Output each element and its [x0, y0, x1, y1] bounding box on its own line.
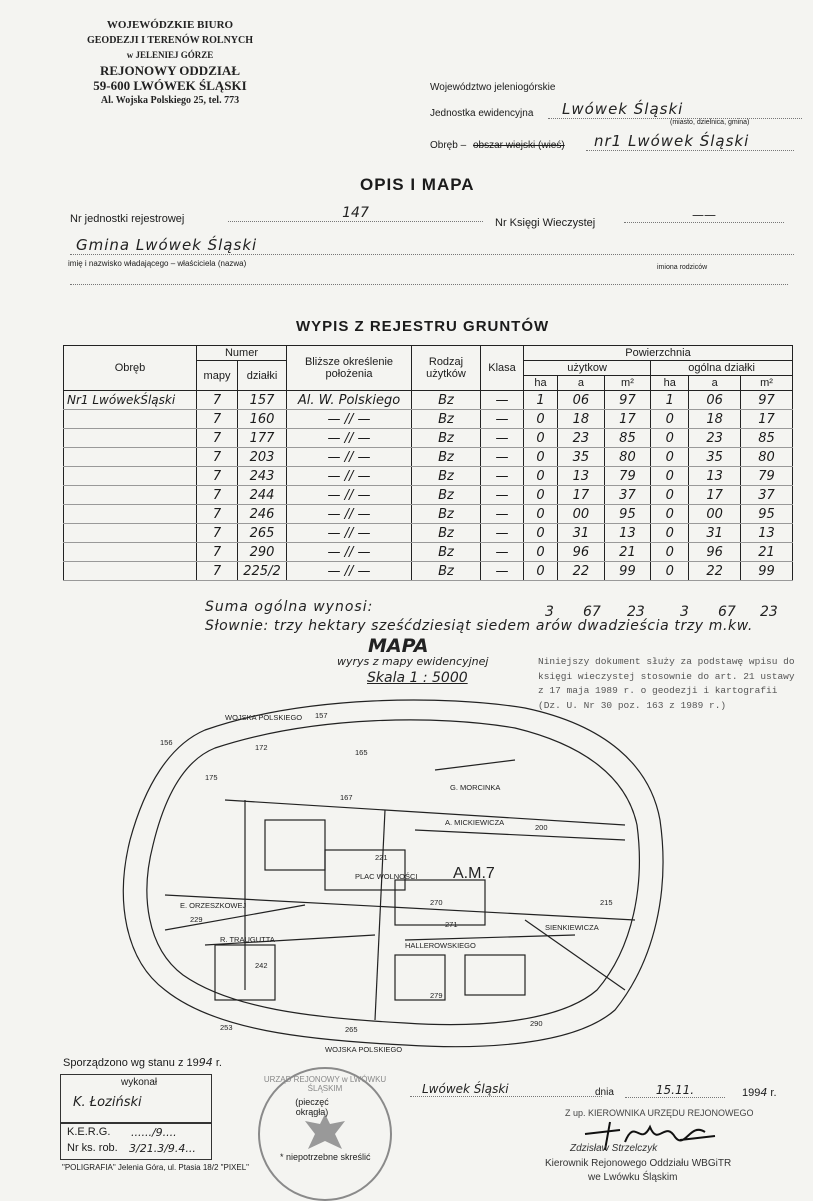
cell-klasa: — — [481, 486, 524, 505]
nrks-label: Nr ks. rob. — [67, 1142, 118, 1154]
map-parcel: 290 — [530, 1019, 543, 1028]
kw-label: Nr Księgi Wieczystej — [495, 217, 596, 229]
th-ha: ha — [524, 376, 558, 391]
cell-u-m: 17 — [604, 410, 651, 429]
cell-dzialki: 246 — [238, 505, 287, 524]
map-subtitle: wyrys z mapy ewidencyjnej — [337, 655, 489, 668]
cell-klasa: — — [481, 543, 524, 562]
cell-obreb — [64, 410, 197, 429]
cell-mapy: 7 — [197, 391, 238, 410]
stamp-line: GEODEZJI I TERENÓW ROLNYCH — [86, 35, 254, 46]
sporzadzono-label: Sporządzono wg stanu z 19 — [63, 1057, 199, 1069]
cell-klasa: — — [481, 410, 524, 429]
cell-o-m: 13 — [741, 524, 793, 543]
sum-u-m: 23 — [627, 604, 645, 620]
cell-u-ha: 0 — [524, 448, 558, 467]
table-row — [64, 410, 793, 429]
sum-words: Słownie: trzy hektary sześćdziesiąt siedem arów dwadzieścia trzy m.kw. — [205, 618, 753, 634]
jednostka-label: Jednostka ewidencyjna — [430, 108, 534, 119]
sum-o-ha: 3 — [680, 604, 689, 620]
table-row — [64, 486, 793, 505]
cell-o-ha: 0 — [651, 410, 689, 429]
cell-mapy: 7 — [197, 410, 238, 429]
cell-u-m: 37 — [604, 486, 651, 505]
cell-klasa: — — [481, 467, 524, 486]
cell-klasa: — — [481, 562, 524, 581]
cell-o-m: 79 — [741, 467, 793, 486]
signer-line4: we Lwówku Śląskim — [588, 1172, 678, 1183]
table-row — [64, 524, 793, 543]
cell-obreb — [64, 543, 197, 562]
cell-o-m: 17 — [741, 410, 793, 429]
cell-klasa: — — [481, 448, 524, 467]
sporzadzono — [63, 1056, 222, 1069]
sum-o-m: 23 — [760, 604, 778, 620]
th-a: a — [558, 376, 605, 391]
map-block — [265, 820, 325, 870]
cell-dzialki: 244 — [238, 486, 287, 505]
cell-u-ha: 0 — [524, 562, 558, 581]
cell-o-ha: 0 — [651, 562, 689, 581]
cell-o-m: 80 — [741, 448, 793, 467]
th-klasa: Klasa — [481, 346, 524, 391]
cell-o-ha: 0 — [651, 448, 689, 467]
cell-rodzaj: Bz — [412, 543, 481, 562]
cell-o-m: 21 — [741, 543, 793, 562]
kerg-value: ....../9.... — [131, 1126, 177, 1139]
table-row — [64, 391, 793, 410]
cell-rodzaj: Bz — [412, 391, 481, 410]
kerg-label: K.E.R.G. — [67, 1126, 111, 1138]
sporzadzono-suffix: r. — [215, 1057, 222, 1069]
cell-o-m: 99 — [741, 562, 793, 581]
map-parcel: 221 — [375, 853, 388, 862]
cell-mapy: 7 — [197, 486, 238, 505]
map-scale: Skala 1 : 5000 — [367, 670, 468, 686]
cell-o-a: 22 — [689, 562, 741, 581]
th-ogolna: ogólna działki — [651, 361, 793, 376]
cell-u-m: 79 — [604, 467, 651, 486]
cell-o-ha: 1 — [651, 391, 689, 410]
cell-o-m: 97 — [741, 391, 793, 410]
cell-rodzaj: Bz — [412, 486, 481, 505]
cell-klasa: — — [481, 429, 524, 448]
sum-u-a: 67 — [583, 604, 601, 620]
map-parcel: 165 — [355, 748, 368, 757]
cell-klasa: — — [481, 391, 524, 410]
map-parcel: 167 — [340, 793, 353, 802]
cell-dzialki: 160 — [238, 410, 287, 429]
map-street — [225, 800, 625, 825]
kw-value: —— — [624, 208, 784, 223]
cell-u-a: 96 — [558, 543, 605, 562]
cell-polozenie: — // — — [287, 467, 412, 486]
cell-mapy: 7 — [197, 562, 238, 581]
cell-u-a: 18 — [558, 410, 605, 429]
cell-u-a: 06 — [558, 391, 605, 410]
map-parcel: 172 — [255, 743, 268, 752]
cell-u-m: 13 — [604, 524, 651, 543]
sum-u-ha: 3 — [545, 604, 554, 620]
map-parcel: 270 — [430, 898, 443, 907]
cell-dzialki: 243 — [238, 467, 287, 486]
round-stamp-text: URZĄD REJONOWY w LWÓWKU ŚLĄSKIM — [263, 1075, 387, 1093]
map-parcel: 215 — [600, 898, 613, 907]
th-numer: Numer — [197, 346, 287, 361]
cell-obreb — [64, 467, 197, 486]
stamp-line: 59-600 LWÓWEK ŚLĄSKI — [93, 78, 247, 93]
cell-polozenie: — // — — [287, 448, 412, 467]
cell-u-m: 97 — [604, 391, 651, 410]
cell-u-ha: 1 — [524, 391, 558, 410]
cell-dzialki: 157 — [238, 391, 287, 410]
cell-o-a: 31 — [689, 524, 741, 543]
blank-line — [70, 284, 788, 285]
th-m2: m² — [741, 376, 793, 391]
stamp-line: w JELENIEJ GÓRZE — [126, 50, 214, 60]
map-title: MAPA — [368, 635, 429, 657]
obreb-struck: obszar wiejski (wieś) — [473, 140, 565, 151]
wykonal-value: K. Łoziński — [73, 1095, 142, 1110]
map-label-hallerowskiego: HALLEROWSKIEGO — [405, 941, 476, 950]
cell-polozenie: — // — — [287, 410, 412, 429]
cell-obreb — [64, 562, 197, 581]
stamp-line: WOJEWÓDZKIE BIURO — [106, 19, 234, 31]
cell-o-ha: 0 — [651, 524, 689, 543]
map-parcel: 279 — [430, 991, 443, 1000]
place-value: Lwówek Śląski — [410, 1082, 602, 1097]
cell-o-ha: 0 — [651, 429, 689, 448]
table-row — [64, 543, 793, 562]
cell-u-a: 23 — [558, 429, 605, 448]
cell-u-m: 95 — [604, 505, 651, 524]
map-note: Niniejszy dokument służy za podstawę wpisu do księgi wieczystej stosownie do art. 21 ustawy z 17 maja 1989 r. o geodezji i kartografii (Dz. U. Nr 30 poz. 163 z 1989 r.) — [538, 656, 795, 711]
cell-polozenie: — // — — [287, 524, 412, 543]
th-ha: ha — [651, 376, 689, 391]
signer-line2: Zdzisław Strzelczyk — [570, 1143, 658, 1154]
jednostka-value: Lwówek Śląski — [548, 100, 802, 119]
cell-o-m: 37 — [741, 486, 793, 505]
dnia-label: dnia — [595, 1087, 614, 1098]
cell-rodzaj: Bz — [412, 524, 481, 543]
niepotrzebne-label: * niepotrzebne skreślić — [280, 1152, 371, 1162]
sum-label: Suma ogólna wynosi: — [205, 599, 374, 615]
cell-u-a: 17 — [558, 486, 605, 505]
map-label-traugutta: R. TRAUGUTTA — [220, 935, 275, 944]
cell-u-a: 31 — [558, 524, 605, 543]
wojewodztwo: Województwo jeleniogórskie — [430, 82, 556, 93]
map-block — [465, 955, 525, 995]
map-parcel: 156 — [160, 738, 173, 747]
nr-jednostki-label: Nr jednostki rejestrowej — [70, 213, 185, 225]
cell-o-ha: 0 — [651, 543, 689, 562]
cell-u-a: 22 — [558, 562, 605, 581]
cell-dzialki: 290 — [238, 543, 287, 562]
map-parcel: 253 — [220, 1023, 233, 1032]
date-value: 15.11. — [625, 1083, 725, 1098]
table-row — [64, 562, 793, 581]
th-a: a — [689, 376, 741, 391]
wykonal-box — [60, 1074, 212, 1124]
cell-mapy: 7 — [197, 543, 238, 562]
cell-mapy: 7 — [197, 429, 238, 448]
cell-u-ha: 0 — [524, 467, 558, 486]
cell-o-a: 13 — [689, 467, 741, 486]
map-parcel: 175 — [205, 773, 218, 782]
parents-label: imiona rodziców — [657, 264, 708, 271]
cell-obreb: Nr1 LwówekŚląski — [64, 391, 197, 410]
stamp-line: Al. Wojska Polskiego 25, tel. 773 — [100, 95, 240, 106]
cell-o-ha: 0 — [651, 505, 689, 524]
th-powierzchnia: Powierzchnia — [524, 346, 793, 361]
cell-u-m: 80 — [604, 448, 651, 467]
cell-o-a: 18 — [689, 410, 741, 429]
map-label-am: A.M.7 — [453, 865, 495, 882]
cell-obreb — [64, 486, 197, 505]
cell-polozenie: Al. W. Polskiego — [287, 391, 412, 410]
map-parcel: 271 — [445, 920, 458, 929]
cell-polozenie: — // — — [287, 505, 412, 524]
owner-label: imię i nazwisko władającego – właściciela (nazwa) — [68, 259, 247, 268]
section-title: WYPIS Z REJESTRU GRUNTÓW — [296, 318, 550, 335]
cell-rodzaj: Bz — [412, 410, 481, 429]
cell-polozenie: — // — — [287, 562, 412, 581]
cell-u-ha: 0 — [524, 505, 558, 524]
page-title: OPIS I MAPA — [360, 175, 475, 194]
poligrafia: "POLIGRAFIA" Jelenia Góra, ul. Ptasia 18/2 "PIXEL" — [62, 1163, 249, 1172]
map-parcel: 157 — [315, 711, 328, 720]
table-row — [64, 505, 793, 524]
cell-u-a: 00 — [558, 505, 605, 524]
signer-line3: Kierownik Rejonowego Oddziału WBGiTR — [545, 1158, 732, 1169]
map-street — [375, 810, 385, 1020]
cell-u-ha: 0 — [524, 524, 558, 543]
cell-u-a: 35 — [558, 448, 605, 467]
map-label-mickiewicza: A. MICKIEWICZA — [445, 818, 505, 827]
cell-obreb — [64, 429, 197, 448]
th-blizsze: Bliższe określenie położenia — [287, 346, 412, 391]
cell-o-a: 00 — [689, 505, 741, 524]
cell-u-m: 21 — [604, 543, 651, 562]
cell-klasa: — — [481, 505, 524, 524]
cell-u-ha: 0 — [524, 543, 558, 562]
map-block — [325, 850, 405, 890]
map-parcel: 265 — [345, 1025, 358, 1034]
th-obreb: Obręb — [64, 346, 197, 391]
map-label-plac: PLAC WOLNOŚCI — [355, 872, 418, 881]
cell-polozenie: — // — — [287, 486, 412, 505]
stamp-line: REJONOWY ODDZIAŁ — [99, 63, 240, 78]
cell-dzialki: 225/2 — [238, 562, 287, 581]
owner-value: Gmina Lwówek Śląski — [70, 236, 794, 255]
cell-u-m: 99 — [604, 562, 651, 581]
cell-o-a: 06 — [689, 391, 741, 410]
office-stamp — [55, 18, 285, 108]
cell-obreb — [64, 448, 197, 467]
cell-rodzaj: Bz — [412, 467, 481, 486]
map-parcel: 229 — [190, 915, 203, 924]
cell-o-a: 17 — [689, 486, 741, 505]
cell-o-a: 35 — [689, 448, 741, 467]
map-parcel: 200 — [535, 823, 548, 832]
pieczec-label: (pieczęć okrągła) — [295, 1097, 329, 1117]
year-value: 4 — [760, 1086, 768, 1099]
year-suffix: r. — [770, 1087, 777, 1099]
cell-o-ha: 0 — [651, 486, 689, 505]
cell-rodzaj: Bz — [412, 505, 481, 524]
cell-u-ha: 0 — [524, 429, 558, 448]
register-table — [63, 345, 793, 581]
wykonal-label: wykonał — [121, 1077, 158, 1088]
table-row — [64, 448, 793, 467]
map-label-sienkiewicza: SIENKIEWICZA — [545, 923, 599, 932]
nrks-value: 3/21.3/9.4... — [129, 1142, 196, 1155]
kerg-box — [60, 1122, 212, 1160]
cell-o-m: 85 — [741, 429, 793, 448]
table-row — [64, 429, 793, 448]
obreb-label: Obręb – — [430, 140, 467, 151]
cell-o-ha: 0 — [651, 467, 689, 486]
sporzadzono-year: 94 — [198, 1056, 213, 1069]
cell-dzialki: 203 — [238, 448, 287, 467]
signer-line1: Z up. KIEROWNIKA URZĘDU REJONOWEGO — [565, 1108, 754, 1118]
map-parcel: 242 — [255, 961, 268, 970]
year — [742, 1086, 777, 1099]
cell-mapy: 7 — [197, 448, 238, 467]
round-stamp — [258, 1067, 392, 1201]
cell-mapy: 7 — [197, 505, 238, 524]
cell-obreb — [64, 524, 197, 543]
map-street — [415, 830, 625, 840]
cell-o-a: 96 — [689, 543, 741, 562]
map-label-orzeszkowej: E. ORZESZKOWEJ — [180, 901, 247, 910]
nr-jednostki-value: 147 — [228, 205, 483, 222]
map-label-wojska-s: WOJSKA POLSKIEGO — [325, 1045, 403, 1054]
th-rodzaj: Rodzaj użytków — [412, 346, 481, 391]
cell-o-m: 95 — [741, 505, 793, 524]
cell-obreb — [64, 505, 197, 524]
cell-polozenie: — // — — [287, 543, 412, 562]
map-label-morcinka: G. MORCINKA — [450, 783, 501, 792]
cell-dzialki: 177 — [238, 429, 287, 448]
cell-mapy: 7 — [197, 467, 238, 486]
th-m2: m² — [604, 376, 651, 391]
cell-rodzaj: Bz — [412, 448, 481, 467]
cell-rodzaj: Bz — [412, 429, 481, 448]
cell-rodzaj: Bz — [412, 562, 481, 581]
sum-o-a: 67 — [718, 604, 736, 620]
cell-u-ha: 0 — [524, 486, 558, 505]
cell-o-a: 23 — [689, 429, 741, 448]
cell-u-m: 85 — [604, 429, 651, 448]
cadastral-map — [105, 690, 680, 1060]
jednostka-hint: (miasto, dzielnica, gmina) — [670, 119, 750, 126]
cell-polozenie: — // — — [287, 429, 412, 448]
obreb-value: nr1 Lwówek Śląski — [586, 132, 794, 151]
register-body — [64, 391, 793, 581]
map-street — [435, 760, 515, 770]
th-mapy: mapy — [197, 361, 238, 391]
table-row — [64, 467, 793, 486]
th-uzytkow: użytkow — [524, 361, 651, 376]
cell-dzialki: 265 — [238, 524, 287, 543]
cell-u-ha: 0 — [524, 410, 558, 429]
cell-u-a: 13 — [558, 467, 605, 486]
cell-mapy: 7 — [197, 524, 238, 543]
year-prefix: 199 — [742, 1087, 761, 1099]
cell-klasa: — — [481, 524, 524, 543]
th-dzialki: działki — [238, 361, 287, 391]
map-label-wojska-n: WOJSKA POLSKIEGO — [225, 713, 303, 722]
